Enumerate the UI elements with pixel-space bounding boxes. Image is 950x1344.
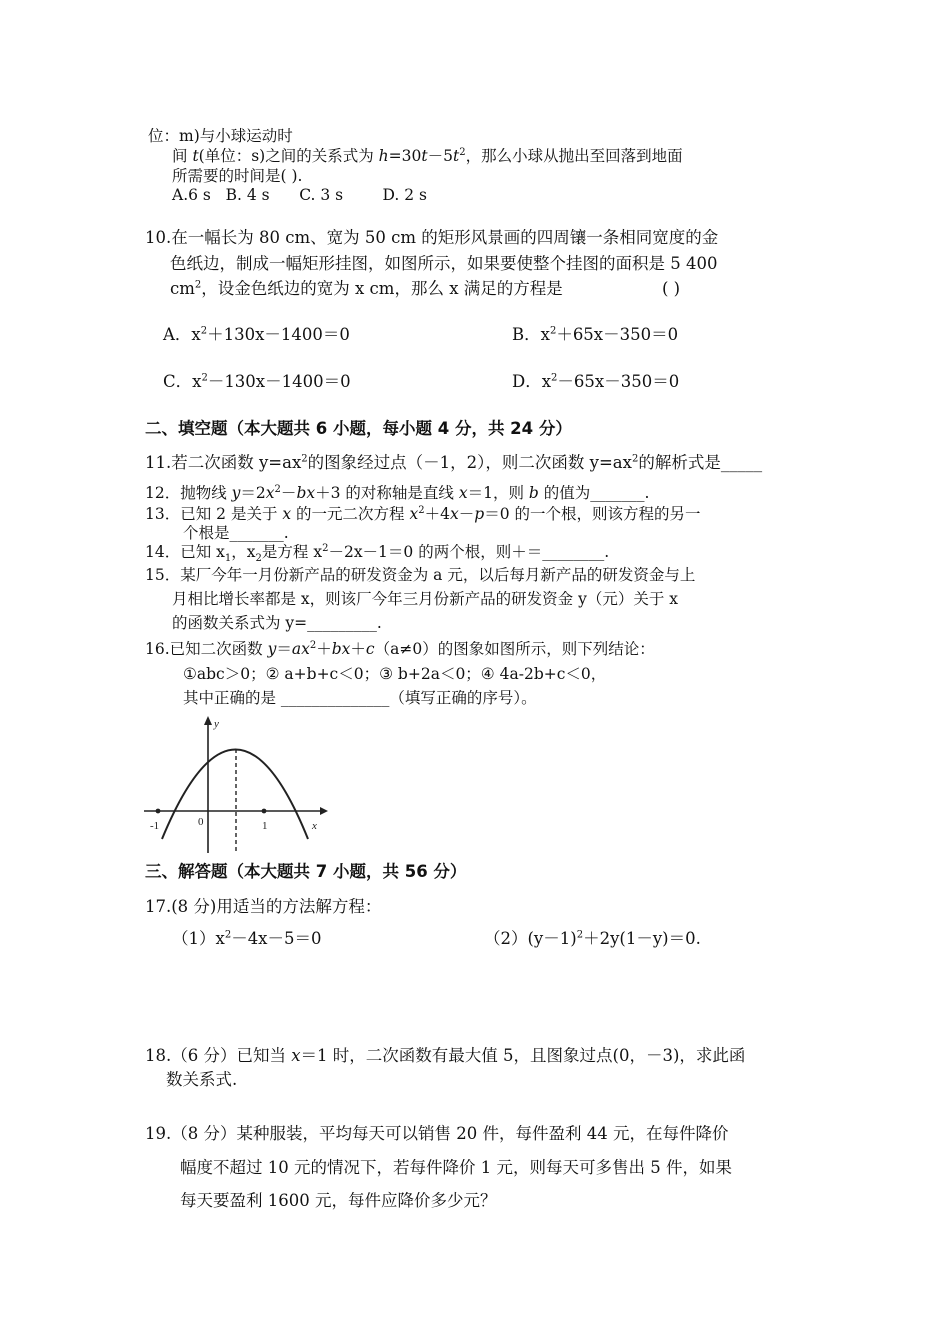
q9-line3: 所需要的时间是( ). bbox=[172, 167, 303, 185]
q10-option-a: A．$x^2+130x-1400=0$ bbox=[163, 325, 350, 344]
q9-line1: 位：m)与小球运动时 bbox=[148, 127, 293, 145]
q16-line1: 16.已知二次函数 $y=ax^2+bx+c(a\ne 0)$的图象如图所示，则下列结论： bbox=[145, 639, 655, 658]
q10-option-d: D．$x^2-65x-350=0$ bbox=[512, 372, 680, 391]
parabola-graph bbox=[140, 715, 330, 855]
label-neg1: -1 bbox=[150, 820, 160, 832]
q10-line2: 色纸边，制成一幅矩形挂图，如图所示，如果要使整个挂图的面积是 5 400 bbox=[170, 254, 718, 273]
q19-line3: 每天要盈利 1600 元，每件应降价多少元？ bbox=[180, 1191, 497, 1210]
q15-line3: 的函数关系式为 y=_________. bbox=[172, 614, 382, 632]
q19-line1: 19.（8 分）某种服装，平均每天可以销售 20 件，每件盈利 44 元，在每件降价 bbox=[145, 1124, 729, 1143]
q16-line2: ①abc＞0；② a+b+c＜0；③ b+2a＜0；④ 4a-2b+c＜0， bbox=[183, 665, 607, 683]
tick-neg1 bbox=[156, 809, 161, 814]
tick-1 bbox=[262, 809, 267, 814]
q15-line1: 15．某厂今年一月份新产品的研发资金为 a 元，以后每月新产品的研发资金与上 bbox=[145, 566, 696, 584]
y-axis-label: y bbox=[214, 718, 219, 730]
parabola-curve bbox=[162, 750, 308, 840]
q18-line1: 18.（6 分）已知当 x＝1 时，二次函数有最大值 5，且图象过点(0，－3)，求此函 bbox=[145, 1046, 746, 1065]
q11-line: 11.若二次函数 $y=ax^2$的图象经过点（－1，2），则二次函数 $y=ax^2$的解析式是_____ bbox=[145, 453, 763, 472]
q16-line3: 其中正确的是 ______________（填写正确的序号）。 bbox=[183, 689, 537, 707]
q10-line3: $cm^2$，设金色纸边的宽为 x cm，那么 x 满足的方程是 bbox=[170, 279, 563, 298]
label-1: 1 bbox=[262, 820, 268, 832]
q12-line: 12．抛物线 $y=2x^2-bx+3$ 的对称轴是直线 x＝1，则 b 的值为_______. bbox=[145, 483, 650, 502]
q10-option-b: B．$x^2+65x-350=0$ bbox=[512, 325, 679, 344]
q14-line: 14．已知 $x_1$，$x_2$是方程 $x^2-2x-1=0$ 的两个根，则＋＝________. bbox=[145, 542, 610, 565]
q9-options: A.6 s B. 4 s C. 3 s D. 2 s bbox=[172, 186, 427, 204]
x-axis-arrow bbox=[320, 807, 328, 815]
y-axis-arrow bbox=[204, 716, 212, 725]
q9-line2: 间 t(单位：s)之间的关系式为 $h=30t-5t^2$，那么小球从抛出至回落到地面 bbox=[172, 146, 683, 165]
x-axis-label: x bbox=[312, 820, 317, 832]
q17-part2: $(2)(y-1)^2+2y(1-y)=0$. bbox=[484, 929, 701, 948]
q13-line2: 个根是_______. bbox=[183, 524, 289, 542]
q17-line1: 17.(8 分)用适当的方法解方程： bbox=[145, 897, 382, 916]
section2-heading: 二、填空题（本大题共 6 小题，每小题 4 分，共 24 分） bbox=[145, 419, 572, 438]
label-origin: 0 bbox=[198, 816, 204, 828]
section3-heading: 三、解答题（本大题共 7 小题，共 56 分） bbox=[145, 862, 467, 881]
q19-line2: 幅度不超过 10 元的情况下，若每件降价 1 元，则每天可多售出 5 件，如果 bbox=[180, 1158, 732, 1177]
q10-option-c: C．$x^2-130x-1400=0$ bbox=[163, 372, 351, 391]
q10-answer-paren: ( ) bbox=[662, 279, 681, 298]
q15-line2: 月相比增长率都是 x，则该厂今年三月份新产品的研发资金 y（元）关于 x bbox=[172, 590, 679, 608]
q10-line1: 10.在一幅长为 80 cm、宽为 50 cm 的矩形风景画的四周镶一条相同宽度的金 bbox=[145, 228, 719, 247]
q13-line1: 13．已知 2 是关于 x 的一元二次方程 $x^2+4x-p=0$ 的一个根，则该方程的另一 bbox=[145, 504, 701, 523]
q18-line2: 数关系式. bbox=[166, 1070, 238, 1089]
q17-part1: $(1)x^2-4x-5=0$ bbox=[172, 929, 322, 948]
